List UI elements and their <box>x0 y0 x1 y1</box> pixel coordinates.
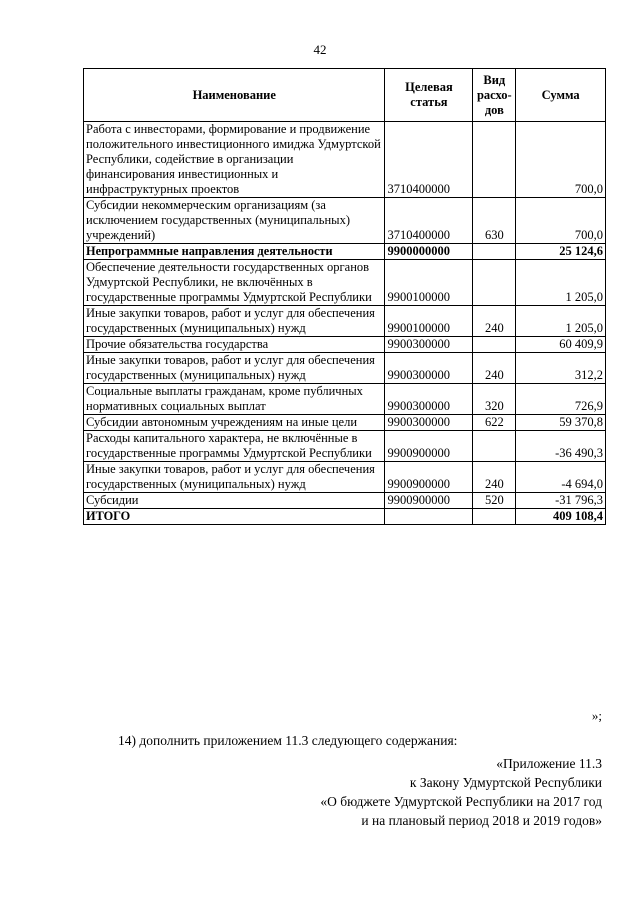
header-expense: Вид расхо-дов <box>473 69 516 122</box>
header-sum: Сумма <box>516 69 606 122</box>
row-name: Расходы капитального характера, не включённые в государственные программы Удмуртской Республики <box>84 431 385 462</box>
table-row <box>84 337 606 353</box>
header-name: Наименование <box>84 69 385 122</box>
row-name: Непрограммные направления деятельности <box>84 244 385 260</box>
budget-table <box>83 68 606 525</box>
row-code: 9900100000 <box>385 260 473 306</box>
row-code: 9900900000 <box>385 431 473 462</box>
row-expense: 240 <box>473 462 516 493</box>
row-name: Обеспечение деятельности государственных органов Удмуртской Республики, не включённых в государственные программы Удмуртской Республики <box>84 260 385 306</box>
row-expense <box>473 122 516 198</box>
table-row <box>84 353 606 384</box>
row-expense: 320 <box>473 384 516 415</box>
row-name: ИТОГО <box>84 509 385 525</box>
table-header-row <box>84 69 606 122</box>
row-expense: 630 <box>473 198 516 244</box>
row-code: 9900300000 <box>385 353 473 384</box>
row-sum: 60 409,9 <box>516 337 606 353</box>
row-code: 3710400000 <box>385 122 473 198</box>
row-expense <box>473 244 516 260</box>
appendix-line-1: «Приложение 11.3 <box>496 756 602 771</box>
row-expense: 622 <box>473 415 516 431</box>
row-expense <box>473 431 516 462</box>
row-name: Субсидии автономным учреждениям на иные цели <box>84 415 385 431</box>
row-name: Прочие обязательства государства <box>84 337 385 353</box>
row-sum: 312,2 <box>516 353 606 384</box>
header-code: Целевая статья <box>385 69 473 122</box>
table-row <box>84 384 606 415</box>
row-sum: 700,0 <box>516 122 606 198</box>
table-row <box>84 122 606 198</box>
table-row <box>84 415 606 431</box>
page-number: 42 <box>313 42 327 57</box>
row-code <box>385 509 473 525</box>
row-code: 3710400000 <box>385 198 473 244</box>
table-row <box>84 462 606 493</box>
row-name: Иные закупки товаров, работ и услуг для обеспечения государственных (муниципальных) нужд <box>84 306 385 337</box>
closing-quote: »; <box>591 708 602 723</box>
table-body <box>84 122 606 525</box>
row-code: 9900300000 <box>385 415 473 431</box>
row-sum: 700,0 <box>516 198 606 244</box>
table-row <box>84 306 606 337</box>
appendix-header <box>320 754 602 830</box>
row-code: 9900100000 <box>385 306 473 337</box>
row-name: Иные закупки товаров, работ и услуг для обеспечения государственных (муниципальных) нужд <box>84 462 385 493</box>
row-expense <box>473 260 516 306</box>
table-row <box>84 244 606 260</box>
appendix-line-3: «О бюджете Удмуртской Республики на 2017 год <box>320 794 602 809</box>
row-expense <box>473 509 516 525</box>
row-code: 9900300000 <box>385 384 473 415</box>
row-expense: 520 <box>473 493 516 509</box>
row-sum: 409 108,4 <box>516 509 606 525</box>
row-expense <box>473 337 516 353</box>
row-code: 9900000000 <box>385 244 473 260</box>
row-sum: 59 370,8 <box>516 415 606 431</box>
row-sum: 25 124,6 <box>516 244 606 260</box>
row-sum: 726,9 <box>516 384 606 415</box>
appendix-line-2: к Закону Удмуртской Республики <box>409 775 602 790</box>
row-sum: -31 796,3 <box>516 493 606 509</box>
row-sum: 1 205,0 <box>516 306 606 337</box>
instruction-text: 14) дополнить приложением 11.3 следующего содержания: <box>118 733 458 748</box>
row-code: 9900300000 <box>385 337 473 353</box>
appendix-line-4: и на плановый период 2018 и 2019 годов» <box>361 813 602 828</box>
row-sum: -36 490,3 <box>516 431 606 462</box>
row-name: Субсидии <box>84 493 385 509</box>
row-name: Иные закупки товаров, работ и услуг для обеспечения государственных (муниципальных) нужд <box>84 353 385 384</box>
row-name: Субсидии некоммерческим организациям (за исключением государственных (муниципальных) учреждений) <box>84 198 385 244</box>
table-row <box>84 509 606 525</box>
table-row <box>84 431 606 462</box>
row-code: 9900900000 <box>385 462 473 493</box>
row-code: 9900900000 <box>385 493 473 509</box>
row-sum: 1 205,0 <box>516 260 606 306</box>
row-expense: 240 <box>473 306 516 337</box>
table-row <box>84 493 606 509</box>
table-row <box>84 198 606 244</box>
table-row <box>84 260 606 306</box>
row-sum: -4 694,0 <box>516 462 606 493</box>
row-name: Работа с инвесторами, формирование и продвижение положительного инвестиционного имиджа Удмуртской Республики, содействие в организации финансирования инвестиционных и инфраструктурных проектов <box>84 122 385 198</box>
row-name: Социальные выплаты гражданам, кроме публичных нормативных социальных выплат <box>84 384 385 415</box>
row-expense: 240 <box>473 353 516 384</box>
